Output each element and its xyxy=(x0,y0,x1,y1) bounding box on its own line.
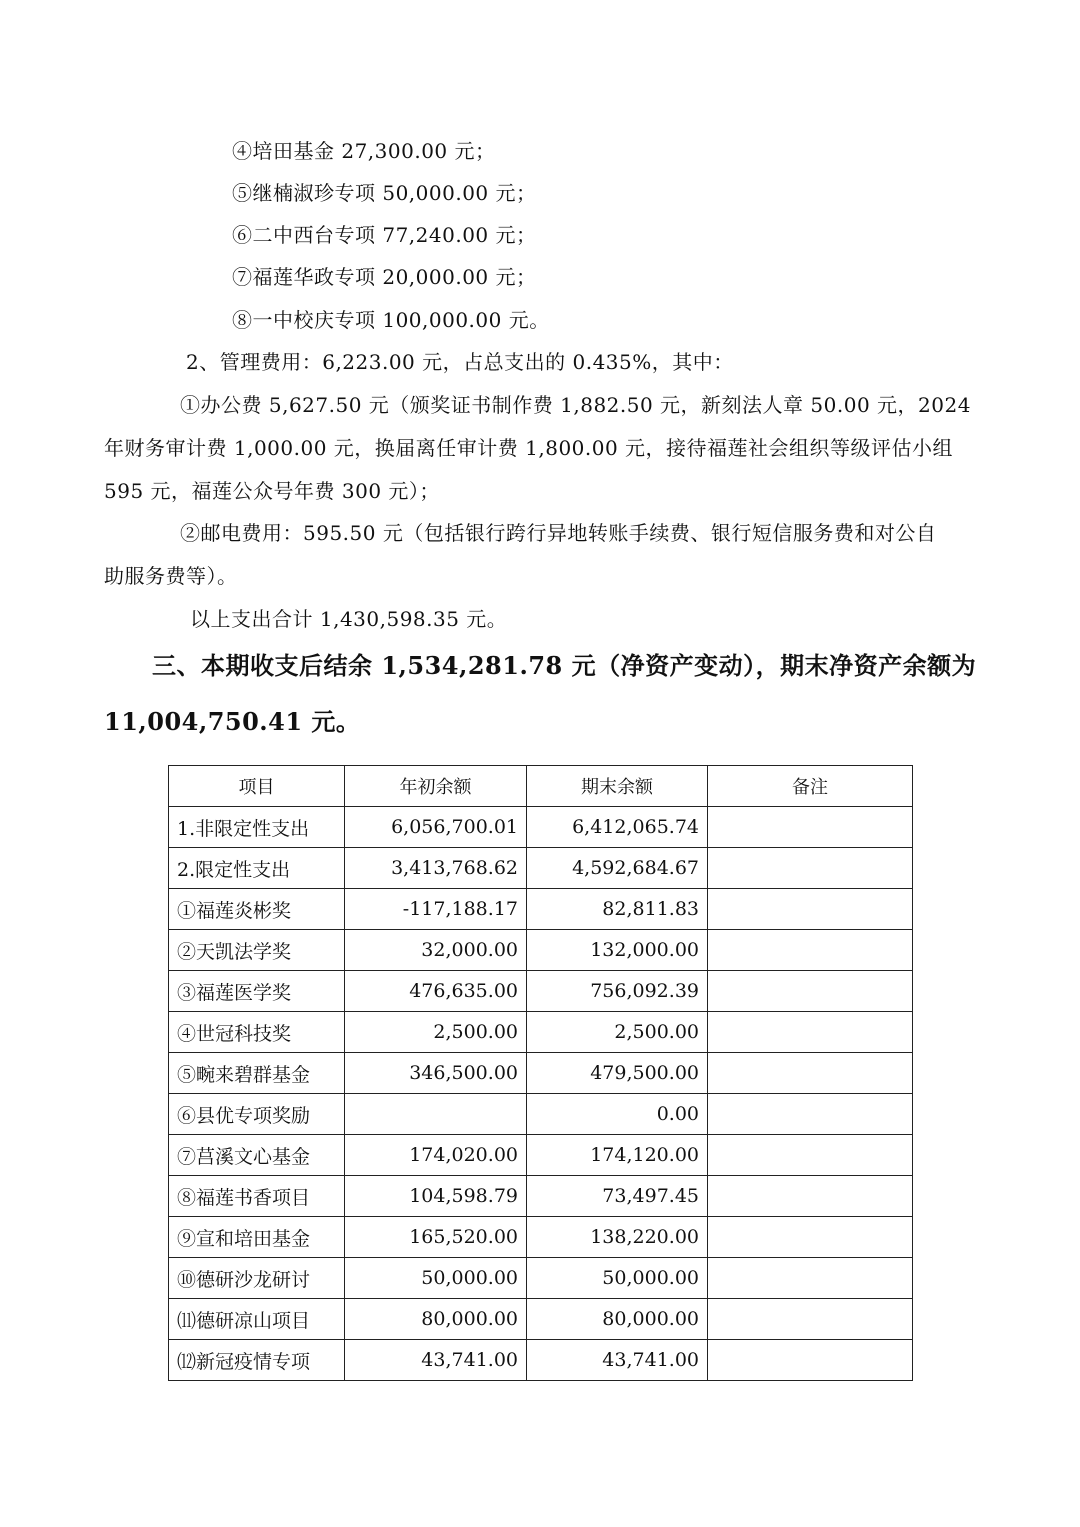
end-balance: 174,120.00 xyxy=(527,1135,708,1176)
end-balance: 73,497.45 xyxy=(527,1176,708,1217)
start-balance: 346,500.00 xyxy=(345,1053,527,1094)
end-balance: 4,592,684.67 xyxy=(527,848,708,889)
table-row xyxy=(169,1053,913,1094)
note xyxy=(708,1258,913,1299)
item-name: ⑧福莲书香项目 xyxy=(169,1176,345,1217)
table-row xyxy=(169,807,913,848)
start-balance: 32,000.00 xyxy=(345,930,527,971)
end-balance: 43,741.00 xyxy=(527,1340,708,1381)
section-heading: 11,004,750.41 元。 xyxy=(104,707,361,736)
paragraph-line: 助服务费等）。 xyxy=(104,564,238,588)
end-balance: 50,000.00 xyxy=(527,1258,708,1299)
end-balance: 82,811.83 xyxy=(527,889,708,930)
note xyxy=(708,1094,913,1135)
paragraph-line: ⑥二中西台专项 77,240.00 元； xyxy=(232,223,537,247)
note xyxy=(708,848,913,889)
note xyxy=(708,971,913,1012)
table-header-row xyxy=(169,766,913,807)
item-name: ①福莲炎彬奖 xyxy=(169,889,345,930)
note xyxy=(708,1217,913,1258)
start-balance: 6,056,700.01 xyxy=(345,807,527,848)
paragraph-line: 以上支出合计 1,430,598.35 元。 xyxy=(190,607,508,631)
paragraph-line: 年财务审计费 1,000.00 元，换届离任审计费 1,800.00 元，接待福莲社会组织等级评估小组 xyxy=(104,436,954,460)
item-name: ⑾德研凉山项目 xyxy=(169,1299,345,1340)
start-balance xyxy=(345,1094,527,1135)
note xyxy=(708,889,913,930)
table-row xyxy=(169,1340,913,1381)
note xyxy=(708,1176,913,1217)
end-balance: 138,220.00 xyxy=(527,1217,708,1258)
paragraph-line: ⑧一中校庆专项 100,000.00 元。 xyxy=(232,308,550,332)
item-name: ⑤畹来碧群基金 xyxy=(169,1053,345,1094)
table-row xyxy=(169,1258,913,1299)
item-name: 2.限定性支出 xyxy=(169,848,345,889)
section-heading: 三、本期收支后结余 1,534,281.78 元（净资产变动），期末净资产余额为 xyxy=(152,651,977,680)
note xyxy=(708,1135,913,1176)
item-name: ⑨宣和培田基金 xyxy=(169,1217,345,1258)
start-balance: 104,598.79 xyxy=(345,1176,527,1217)
paragraph-line: 2、管理费用：6,223.00 元，占总支出的 0.435%，其中： xyxy=(186,350,734,374)
start-balance: 3,413,768.62 xyxy=(345,848,527,889)
paragraph-line: ⑦福莲华政专项 20,000.00 元； xyxy=(232,265,537,289)
paragraph-line: ②邮电费用：595.50 元（包括银行跨行异地转账手续费、银行短信服务费和对公自 xyxy=(180,521,937,545)
table-row xyxy=(169,1176,913,1217)
start-balance: 43,741.00 xyxy=(345,1340,527,1381)
paragraph-line: ⑤继楠淑珍专项 50,000.00 元； xyxy=(232,181,537,205)
note xyxy=(708,807,913,848)
start-balance: 165,520.00 xyxy=(345,1217,527,1258)
table-row xyxy=(169,1135,913,1176)
note xyxy=(708,1340,913,1381)
item-name: ⑩德研沙龙研讨 xyxy=(169,1258,345,1299)
table-row xyxy=(169,848,913,889)
end-balance: 2,500.00 xyxy=(527,1012,708,1053)
end-balance: 80,000.00 xyxy=(527,1299,708,1340)
paragraph-line: 595 元，福莲公众号年费 300 元）； xyxy=(104,479,440,503)
start-balance: -117,188.17 xyxy=(345,889,527,930)
start-balance: 80,000.00 xyxy=(345,1299,527,1340)
table-row xyxy=(169,1012,913,1053)
balance-table xyxy=(168,765,913,1381)
paragraph-line: ①办公费 5,627.50 元（颁奖证书制作费 1,882.50 元，新刻法人章 50.00 元，2024 xyxy=(180,393,971,417)
end-balance: 479,500.00 xyxy=(527,1053,708,1094)
start-balance: 174,020.00 xyxy=(345,1135,527,1176)
start-balance: 476,635.00 xyxy=(345,971,527,1012)
item-name: ③福莲医学奖 xyxy=(169,971,345,1012)
column-header: 备注 xyxy=(708,766,913,807)
column-header: 年初余额 xyxy=(345,766,527,807)
note xyxy=(708,1012,913,1053)
start-balance: 2,500.00 xyxy=(345,1012,527,1053)
item-name: ⑦莒溪文心基金 xyxy=(169,1135,345,1176)
item-name: ⑥县优专项奖励 xyxy=(169,1094,345,1135)
item-name: 1.非限定性支出 xyxy=(169,807,345,848)
end-balance: 6,412,065.74 xyxy=(527,807,708,848)
end-balance: 132,000.00 xyxy=(527,930,708,971)
note xyxy=(708,930,913,971)
note xyxy=(708,1299,913,1340)
item-name: ④世冠科技奖 xyxy=(169,1012,345,1053)
paragraph-line: ④培田基金 27,300.00 元； xyxy=(232,139,496,163)
end-balance: 756,092.39 xyxy=(527,971,708,1012)
table-row xyxy=(169,1217,913,1258)
note xyxy=(708,1053,913,1094)
table-row xyxy=(169,1094,913,1135)
table-row xyxy=(169,1299,913,1340)
table-row xyxy=(169,889,913,930)
column-header: 项目 xyxy=(169,766,345,807)
item-name: ⑿新冠疫情专项 xyxy=(169,1340,345,1381)
table-row xyxy=(169,971,913,1012)
item-name: ②天凯法学奖 xyxy=(169,930,345,971)
column-header: 期末余额 xyxy=(527,766,708,807)
start-balance: 50,000.00 xyxy=(345,1258,527,1299)
end-balance: 0.00 xyxy=(527,1094,708,1135)
table-row xyxy=(169,930,913,971)
